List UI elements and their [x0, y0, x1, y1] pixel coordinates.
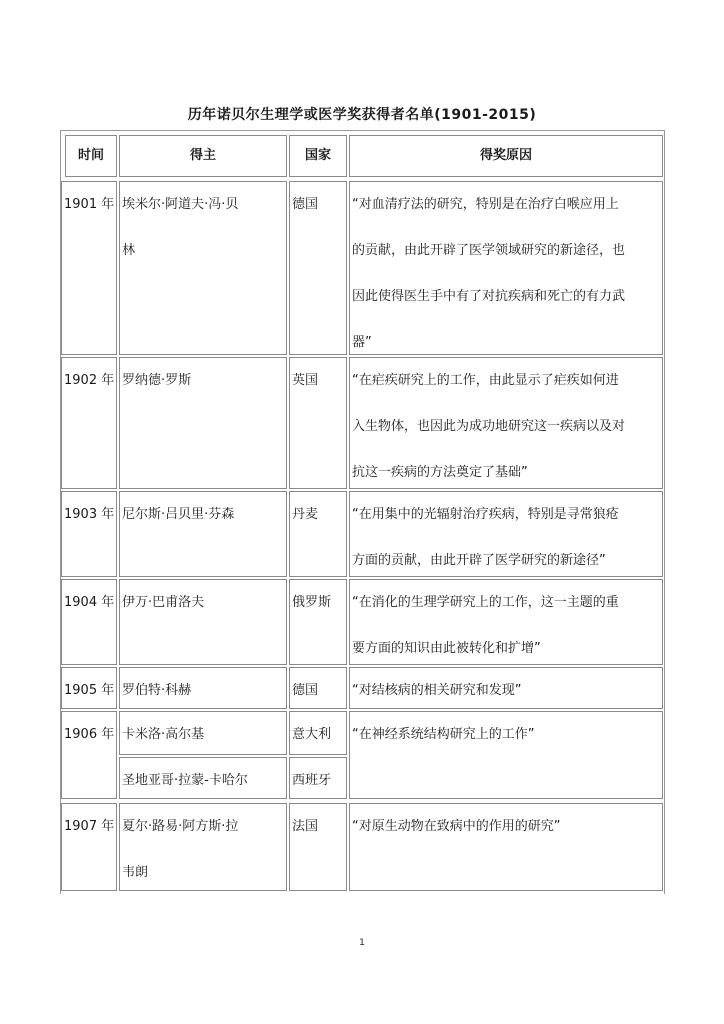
country-cell: 德国: [289, 181, 347, 355]
laureate-cell: 圣地亚哥·拉蒙-卡哈尔: [119, 757, 287, 799]
country-cell: 丹麦: [289, 491, 347, 577]
laureate-cell: 尼尔斯·吕贝里·芬森: [119, 491, 287, 577]
country-cell: 意大利: [289, 711, 347, 755]
laureate-cell: 埃米尔·阿道夫·冯·贝 林: [119, 181, 287, 355]
reason-cell: “对原生动物在致病中的作用的研究”: [349, 803, 663, 891]
table-row-year: 1903 年: [61, 491, 117, 577]
country-cell: 法国: [289, 803, 347, 891]
country-cell: 英国: [289, 357, 347, 489]
reason-cell: “在神经系统结构研究上的工作”: [349, 711, 663, 799]
page-title: 历年诺贝尔生理学或医学奖获得者名单(1901-2015): [187, 107, 537, 123]
table-row-year: 1904 年: [61, 579, 117, 665]
laureate-cell: 罗纳德·罗斯: [119, 357, 287, 489]
laureate-cell: 卡米洛·高尔基: [119, 711, 287, 755]
reason-cell: “在用集中的光辐射治疗疾病，特别是寻常狼疮 方面的贡献，由此开辟了医学研究的新途径”: [349, 491, 663, 577]
country-cell: 俄罗斯: [289, 579, 347, 665]
laureate-cell: 夏尔·路易·阿方斯·拉 韦朗: [119, 803, 287, 891]
country-cell: 德国: [289, 667, 347, 709]
laureate-cell: 伊万·巴甫洛夫: [119, 579, 287, 665]
reason-cell: “在消化的生理学研究上的工作，这一主题的重 要方面的知识由此被转化和扩增”: [349, 579, 663, 665]
table-row-year: 1906 年: [61, 711, 117, 799]
reason-cell: “在疟疾研究上的工作，由此显示了疟疾如何进 入生物体，也因此为成功地研究这一疾病以及对 抗这一疾病的方法奠定了基础”: [349, 357, 663, 489]
laureate-cell: 罗伯特·科赫: [119, 667, 287, 709]
table-row-year: 1902 年: [61, 357, 117, 489]
header-time: 时间: [65, 135, 117, 177]
header-laureate: 得主: [119, 135, 287, 177]
table-row-year: 1901 年: [61, 181, 117, 355]
header-reason: 得奖原因: [349, 135, 663, 177]
table-row-year: 1905 年: [61, 667, 117, 709]
reason-cell: “对血清疗法的研究，特别是在治疗白喉应用上 的贡献，由此开辟了医学领域研究的新途径，也 因此使得医生手中有了对抗疾病和死亡的有力武 器”: [349, 181, 663, 355]
reason-cell: “对结核病的相关研究和发现”: [349, 667, 663, 709]
country-cell: 西班牙: [289, 757, 347, 799]
page-number: 1: [359, 938, 365, 948]
header-country: 国家: [289, 135, 347, 177]
table-row-year: 1907 年: [61, 803, 117, 891]
laureates-table: [60, 130, 665, 894]
